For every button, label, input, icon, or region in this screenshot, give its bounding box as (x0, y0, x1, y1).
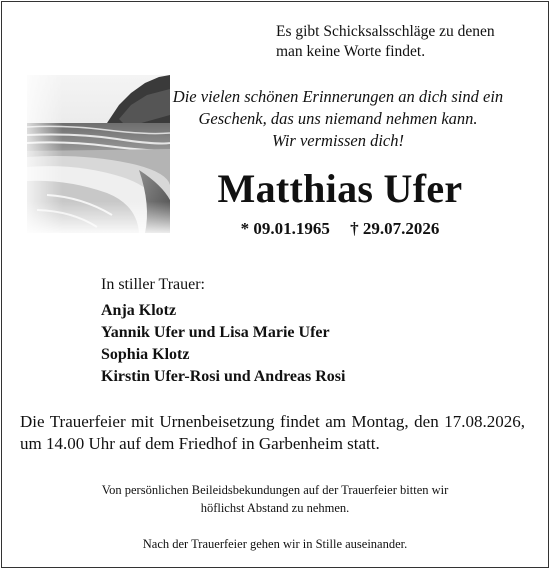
opening-quote (276, 22, 526, 62)
memorial-quote (168, 86, 508, 152)
mourners-intro: In stiller Trauer: (101, 276, 205, 293)
condolence-notice (40, 481, 510, 517)
closing-note: Nach der Trauerfeier gehen wir in Stille auseinander. (142, 537, 408, 551)
birth-date: * 09.01.1965 (240, 219, 330, 238)
beach-photo (27, 75, 170, 233)
mourners-list (101, 300, 345, 388)
memorial-quote-line: Wir vermissen dich! (272, 131, 404, 150)
deceased-name: Matthias Ufer (217, 166, 463, 211)
mourner-name: Anja Klotz (101, 302, 177, 319)
opening-quote-line: Es gibt Schicksalsschläge zu denen (276, 23, 495, 40)
ceremony-info: Die Trauerfeier mit Urnenbeisetzung findet am Montag, den 17.08.2026, um 14.00 Uhr auf dem Friedhof in Garbenheim statt. (20, 412, 525, 453)
mourner-name: Yannik Ufer und Lisa Marie Ufer (101, 324, 330, 341)
opening-quote-line: man keine Worte findet. (276, 43, 426, 60)
mourner-name: Kirstin Ufer-Rosi und Andreas Rosi (101, 368, 346, 385)
condolence-notice-line: Von persönlichen Beileidsbekundungen auf der Trauerfeier bitten wir (101, 483, 449, 497)
condolence-notice-line: höflichst Abstand zu nehmen. (200, 501, 350, 515)
life-dates (172, 218, 508, 240)
memorial-quote-line: Die vielen schönen Erinnerungen an dich sind ein (172, 87, 504, 106)
mourner-name: Sophia Klotz (101, 346, 190, 363)
death-date: † 29.07.2026 (350, 219, 440, 238)
memorial-quote-line: Geschenk, das uns niemand nehmen kann. (198, 109, 478, 128)
